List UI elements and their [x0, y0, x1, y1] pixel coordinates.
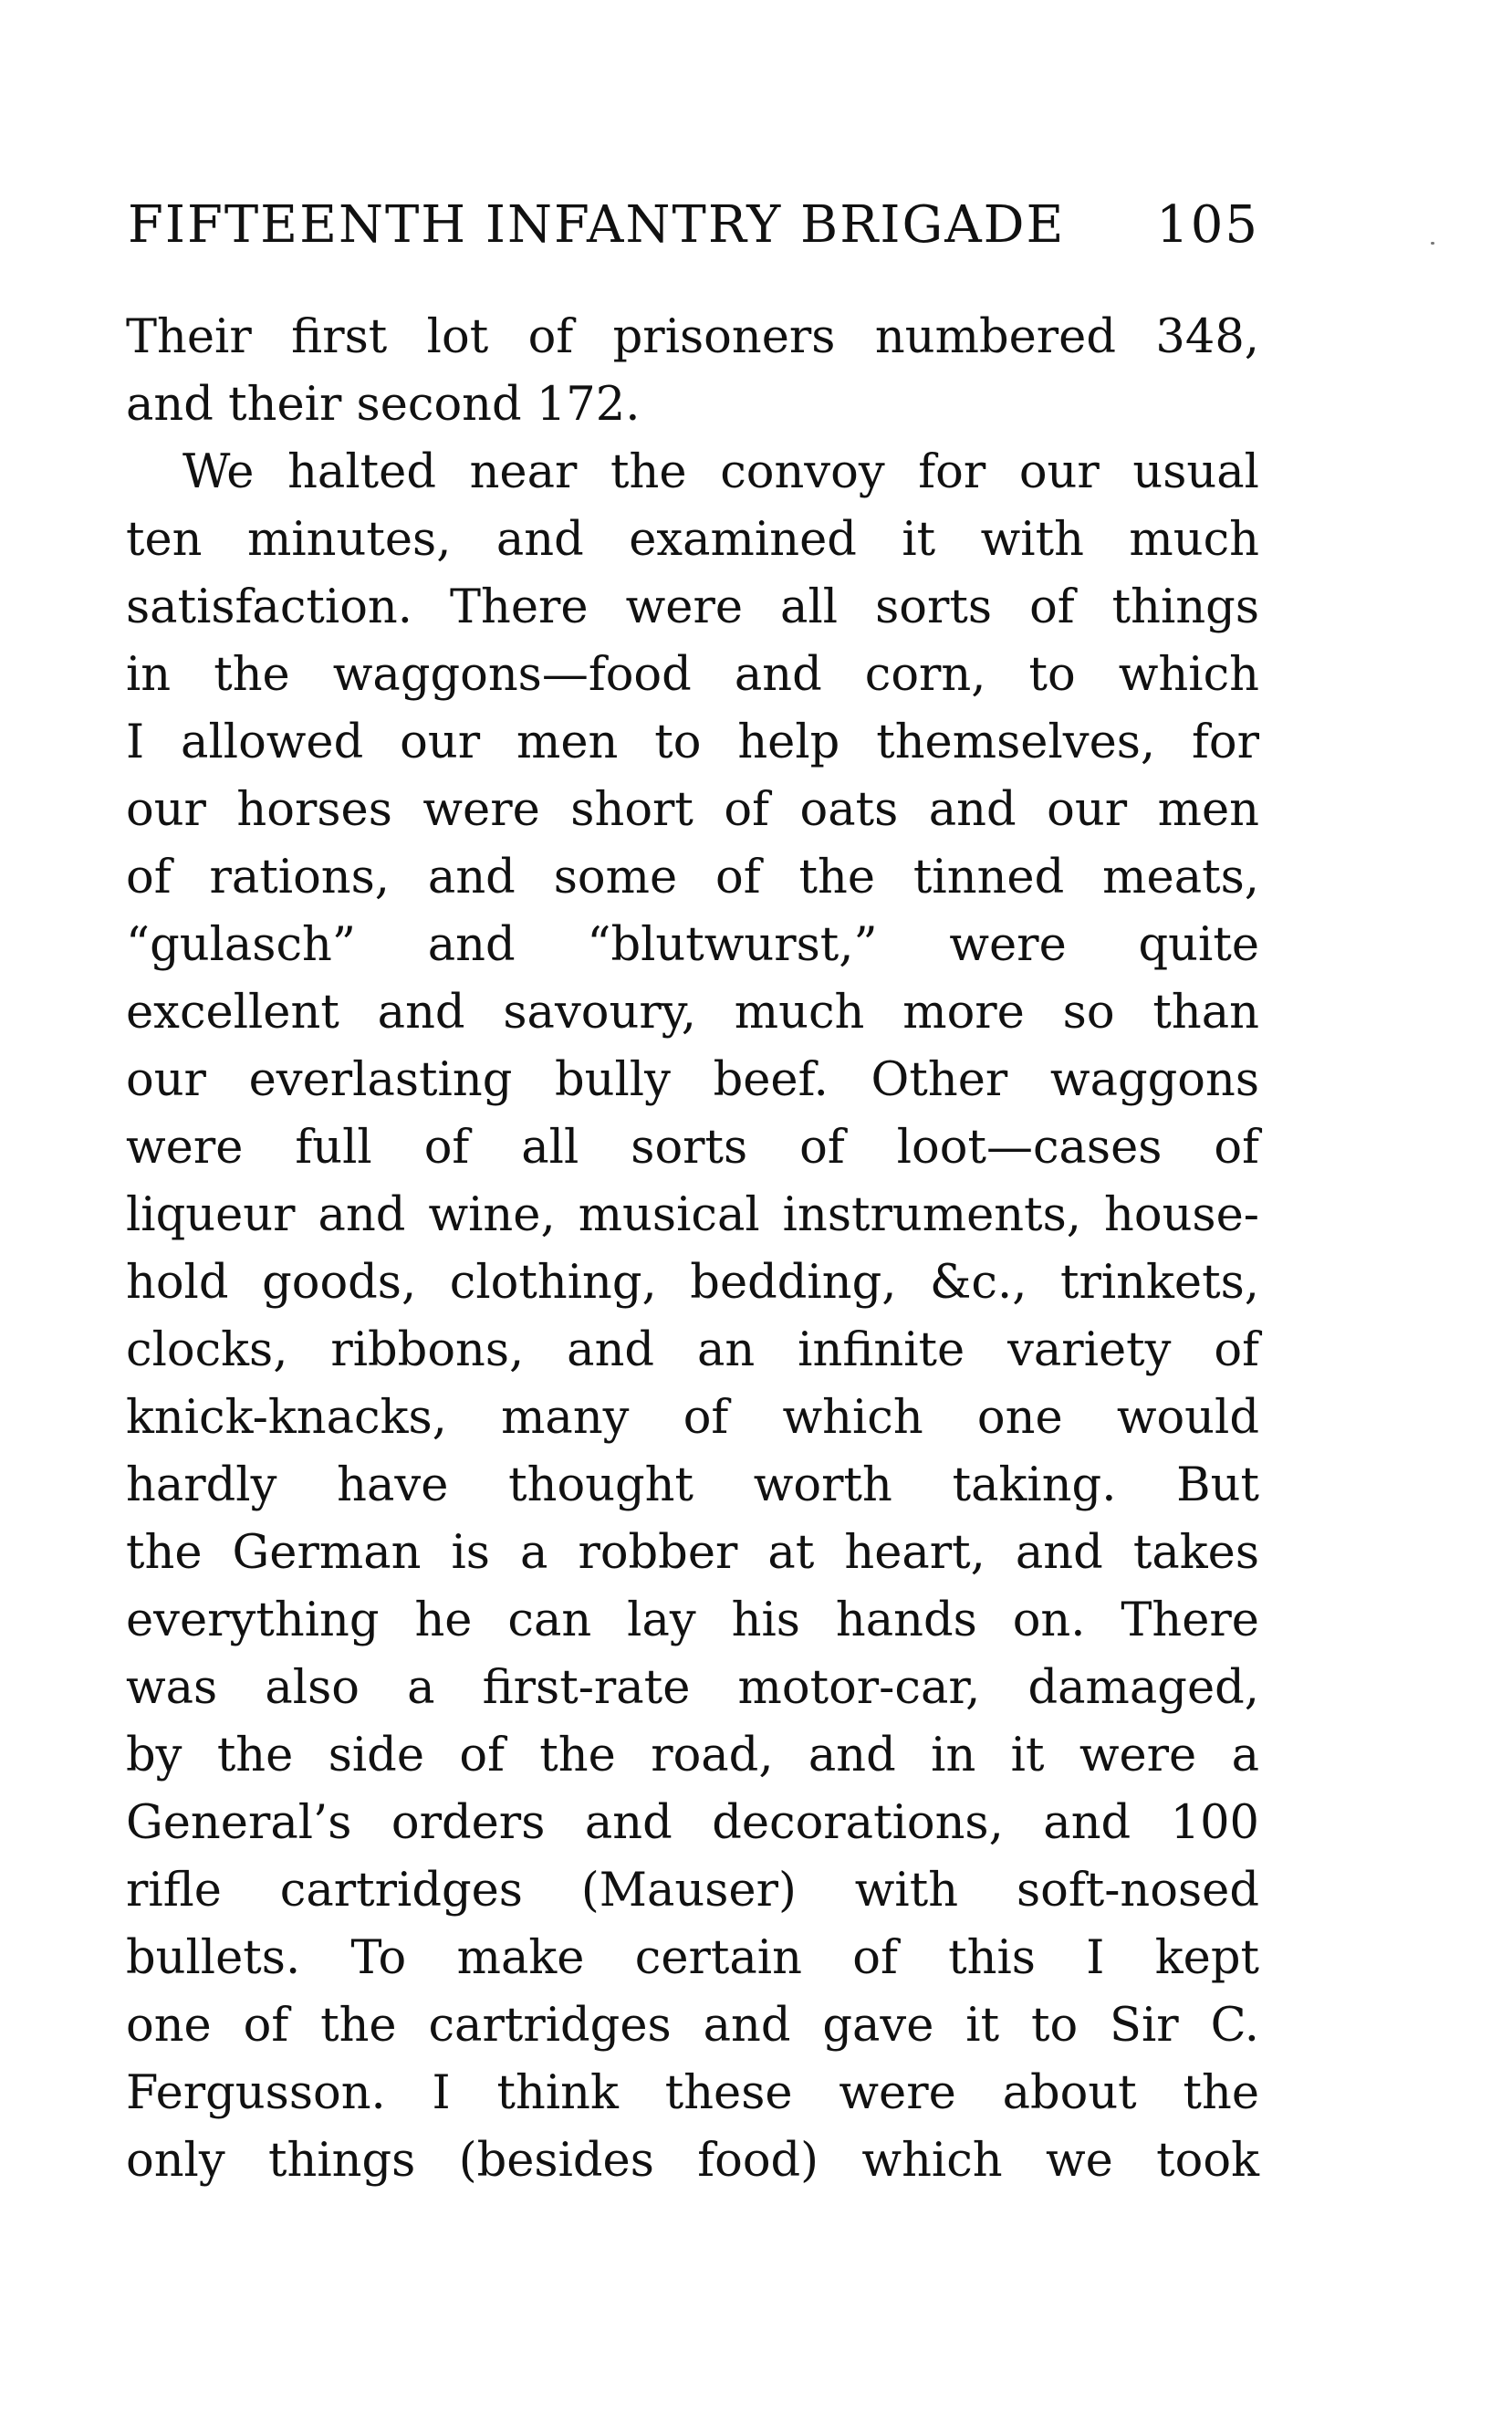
text-line: clocks, ribbons, and an infinite variety of [126, 1323, 1259, 1377]
chapter-title: FIFTEENTH INFANTRY BRIGADE [128, 195, 1066, 255]
text-line: satisfaction. There were all sorts of things [126, 580, 1259, 634]
text-line: and their second 172. [126, 378, 641, 432]
text-line: the German is a robber at heart, and takes [126, 1526, 1259, 1580]
text-line: Their first lot of prisoners numbered 348, [126, 310, 1259, 364]
text-line: Fergusson. I think these were about the [126, 2066, 1259, 2120]
text-line: in the waggons—food and corn, to which [126, 648, 1259, 702]
text-line: liqueur and wine, musical instruments, house- [126, 1188, 1259, 1242]
text-line: was also a first-rate motor-car, damaged, [126, 1661, 1259, 1715]
text-line: our everlasting bully beef. Other waggons [126, 1053, 1259, 1107]
text-line: hold goods, clothing, bedding, &c., trinkets, [126, 1256, 1259, 1310]
ink-speck [1431, 242, 1434, 245]
text-line: knick-knacks, many of which one would [126, 1391, 1259, 1445]
text-line: by the side of the road, and in it were a [126, 1729, 1259, 1782]
text-line: hardly have thought worth taking. But [126, 1458, 1259, 1512]
text-line: were full of all sorts of loot—cases of [126, 1121, 1259, 1175]
body-text [126, 304, 1259, 2195]
text-line: bullets. To make certain of this I kept [126, 1931, 1259, 1985]
page-number: 105 [1156, 195, 1259, 255]
text-line: of rations, and some of the tinned meats, [126, 851, 1259, 904]
text-line: excellent and savoury, much more so than [126, 986, 1259, 1040]
running-head [128, 193, 1259, 257]
text-line: We halted near the convoy for our usual [182, 445, 1259, 499]
text-line: ten minutes, and examined it with much [126, 513, 1259, 567]
text-line: General’s orders and decorations, and 100 [126, 1796, 1259, 1850]
text-line: only things (besides food) which we took [126, 2134, 1259, 2188]
text-line: everything he can lay his hands on. There [126, 1594, 1259, 1647]
text-line: rifle cartridges (Mauser) with soft-nosed [126, 1864, 1259, 1918]
text-line: one of the cartridges and gave it to Sir C. [126, 1999, 1259, 2053]
text-line: “gulasch” and “blutwurst,” were quite [126, 918, 1259, 972]
text-line: our horses were short of oats and our men [126, 783, 1259, 837]
text-line: I allowed our men to help themselves, for [126, 716, 1259, 769]
